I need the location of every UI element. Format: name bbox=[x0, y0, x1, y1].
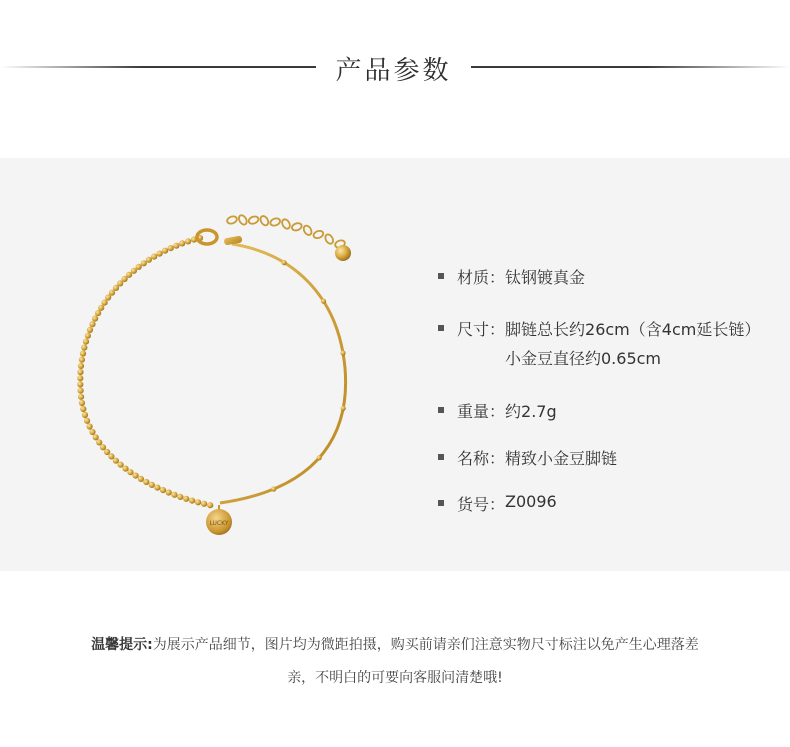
chain-bead bbox=[185, 238, 191, 244]
chain-bead bbox=[131, 268, 137, 274]
notice-prefix: 温馨提示: bbox=[91, 637, 153, 653]
spec-label: 重量： bbox=[457, 402, 506, 421]
bullet-icon bbox=[438, 273, 444, 279]
spec-value: 约2.7g bbox=[505, 402, 557, 421]
chain-bead bbox=[78, 388, 84, 394]
chain-bead bbox=[77, 369, 83, 375]
chain-bead bbox=[78, 394, 84, 400]
chain-bead bbox=[118, 462, 124, 468]
chain-bead bbox=[122, 276, 128, 282]
extension-link bbox=[313, 230, 325, 240]
chain-bead bbox=[160, 487, 166, 493]
station-bead bbox=[317, 455, 322, 460]
station-bead bbox=[340, 350, 345, 355]
notice-line-2: 亲，不明白的可要向客服问清楚哦! bbox=[287, 670, 503, 686]
chain-bead bbox=[207, 502, 213, 508]
end-bead bbox=[335, 245, 351, 261]
chain-bead bbox=[151, 254, 157, 260]
chain-bead bbox=[127, 469, 133, 475]
chain-bead bbox=[133, 473, 139, 479]
bullet-icon bbox=[438, 407, 444, 413]
chain-bead bbox=[143, 479, 149, 485]
chain-bead bbox=[79, 357, 85, 363]
spec-weight bbox=[438, 399, 557, 422]
extension-link bbox=[226, 215, 238, 225]
spec-label: 材质： bbox=[457, 268, 506, 287]
chain-bead bbox=[93, 434, 99, 440]
page-title: 产品参数 bbox=[335, 56, 452, 86]
spec-value: 脚链总长约26cm（含4cm延长链） bbox=[505, 320, 761, 339]
chain-bead bbox=[84, 418, 90, 424]
chain-bead bbox=[100, 444, 106, 450]
chain-bead bbox=[136, 264, 142, 270]
spec-value: 精致小金豆脚链 bbox=[505, 449, 618, 468]
product-parameter-panel bbox=[0, 158, 790, 571]
spec-size bbox=[438, 317, 778, 367]
chain-bead bbox=[122, 466, 128, 472]
chain-bead bbox=[141, 260, 147, 266]
spec-label: 名称： bbox=[457, 449, 506, 468]
snake-chain bbox=[220, 244, 346, 503]
bullet-icon bbox=[438, 500, 444, 506]
spec-label: 货号： bbox=[457, 495, 506, 514]
chain-bead bbox=[98, 305, 104, 311]
chain-bead bbox=[77, 375, 83, 381]
spec-value-line2: 小金豆直径约0.65cm bbox=[505, 349, 662, 368]
heading-divider-left bbox=[0, 66, 316, 68]
chain-bead bbox=[179, 240, 185, 246]
chain-bead bbox=[105, 294, 111, 300]
chain-bead bbox=[113, 458, 119, 464]
bullet-icon bbox=[438, 325, 444, 331]
chain-bead bbox=[108, 453, 114, 459]
chain-bead bbox=[166, 489, 172, 495]
chain-bead bbox=[87, 423, 93, 429]
chain-bead bbox=[82, 412, 88, 418]
chain-bead bbox=[157, 251, 163, 257]
chain-bead bbox=[113, 285, 119, 291]
station-bead bbox=[271, 486, 276, 491]
chain-bead bbox=[171, 492, 177, 498]
extension-link bbox=[237, 214, 248, 226]
chain-bead bbox=[89, 321, 95, 327]
chain-bead bbox=[146, 257, 152, 263]
chain-bead bbox=[162, 248, 168, 254]
spec-label: 尺寸： bbox=[457, 320, 506, 339]
chain-bead bbox=[189, 498, 195, 504]
section-heading bbox=[0, 42, 790, 92]
pendant-engraving: LUCKY bbox=[209, 520, 229, 527]
chain-bead bbox=[79, 400, 85, 406]
chain-bead bbox=[87, 327, 93, 333]
chain-bead bbox=[95, 310, 101, 316]
chain-bead bbox=[138, 476, 144, 482]
extension-link bbox=[269, 217, 281, 227]
chain-bead bbox=[201, 501, 207, 507]
chain-bead bbox=[80, 351, 86, 357]
extension-link bbox=[291, 222, 303, 232]
station-bead bbox=[341, 406, 346, 411]
spec-list bbox=[438, 158, 790, 571]
chain-bead bbox=[154, 485, 160, 491]
chain-bead bbox=[77, 381, 83, 387]
station-bead bbox=[282, 260, 287, 265]
spec-value: 钛钢镀真金 bbox=[505, 268, 586, 287]
extension-link bbox=[302, 224, 313, 236]
notice-text: 为展示产品细节，图片均为微距拍摄，购买前请亲们注意实物尺寸标注以免产生心理落差 bbox=[152, 637, 699, 653]
bead-chain bbox=[77, 235, 214, 508]
extension-link bbox=[281, 218, 292, 230]
chain-bead bbox=[177, 494, 183, 500]
snake-chain-beads bbox=[271, 260, 346, 492]
extension-link bbox=[248, 215, 260, 225]
chain-bead bbox=[96, 439, 102, 445]
notice-line-1 bbox=[0, 634, 790, 654]
extension-link bbox=[324, 233, 335, 245]
chain-bead bbox=[78, 363, 84, 369]
spec-name bbox=[438, 446, 617, 469]
chain-bead bbox=[195, 499, 201, 505]
spec-item-number bbox=[438, 492, 557, 515]
heading-divider-right bbox=[471, 66, 790, 68]
spec-value: Z0096 bbox=[505, 492, 557, 511]
chain-bead bbox=[168, 245, 174, 251]
chain-bead bbox=[173, 243, 179, 249]
chain-bead bbox=[81, 345, 87, 351]
chain-bead bbox=[89, 429, 95, 435]
chain-bead bbox=[83, 339, 89, 345]
chain-bead bbox=[92, 316, 98, 322]
spec-material bbox=[438, 265, 585, 288]
anklet-product-image bbox=[0, 158, 420, 571]
chain-bead bbox=[183, 496, 189, 502]
extension-chain-links bbox=[226, 214, 346, 249]
chain-bead bbox=[149, 482, 155, 488]
chain-bead bbox=[102, 300, 108, 306]
station-bead bbox=[321, 299, 326, 304]
extension-link bbox=[259, 215, 270, 227]
chain-bead bbox=[80, 406, 86, 412]
chain-bead bbox=[85, 333, 91, 339]
bullet-icon bbox=[438, 454, 444, 460]
